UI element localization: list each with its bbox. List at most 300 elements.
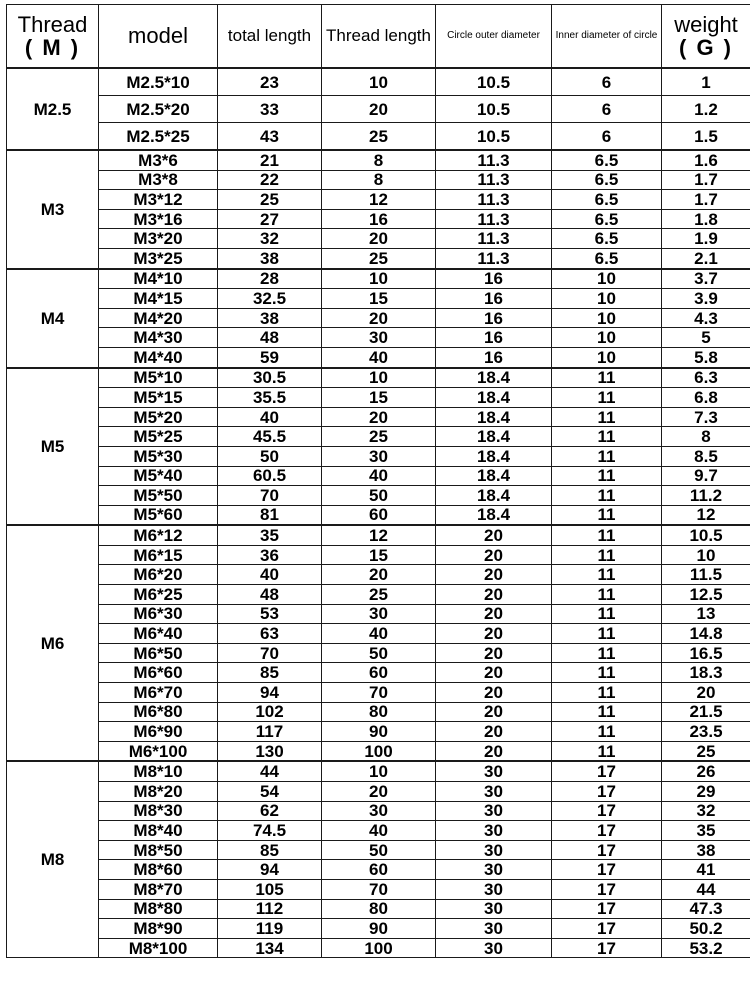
inner-diameter-cell: 11 [552, 643, 662, 663]
header-thread [7, 5, 99, 69]
thread-length-cell: 70 [322, 879, 436, 899]
weight-cell: 38 [662, 840, 750, 860]
outer-diameter-cell: 20 [436, 741, 552, 761]
table-row [7, 761, 750, 781]
total-length-cell: 50 [218, 446, 322, 466]
model-cell: M8*10 [99, 761, 218, 781]
outer-diameter-cell: 20 [436, 585, 552, 605]
total-length-cell: 43 [218, 123, 322, 151]
thread-length-cell: 60 [322, 663, 436, 683]
inner-diameter-cell: 11 [552, 427, 662, 447]
model-cell: M8*40 [99, 821, 218, 841]
thread-length-cell: 20 [322, 782, 436, 802]
inner-diameter-cell: 11 [552, 368, 662, 388]
model-cell: M3*20 [99, 229, 218, 249]
inner-diameter-cell: 11 [552, 741, 662, 761]
model-cell: M8*30 [99, 801, 218, 821]
outer-diameter-cell: 18.4 [436, 407, 552, 427]
inner-diameter-cell: 6.5 [552, 190, 662, 210]
model-cell: M5*50 [99, 486, 218, 506]
total-length-cell: 40 [218, 565, 322, 585]
model-cell: M5*10 [99, 368, 218, 388]
table-row [7, 801, 750, 821]
weight-cell: 1.6 [662, 150, 750, 170]
inner-diameter-cell: 17 [552, 821, 662, 841]
outer-diameter-cell: 20 [436, 643, 552, 663]
weight-cell: 29 [662, 782, 750, 802]
table-row [7, 821, 750, 841]
outer-diameter-cell: 16 [436, 347, 552, 367]
table-row [7, 505, 750, 525]
weight-cell: 6.8 [662, 388, 750, 408]
outer-diameter-cell: 11.3 [436, 190, 552, 210]
total-length-cell: 38 [218, 248, 322, 268]
weight-cell: 10.5 [662, 525, 750, 545]
outer-diameter-cell: 30 [436, 860, 552, 880]
table-row [7, 525, 750, 545]
outer-diameter-cell: 11.3 [436, 229, 552, 249]
table-row [7, 565, 750, 585]
total-length-cell: 105 [218, 879, 322, 899]
header-inner-diameter: Inner diameter of circle [552, 5, 662, 69]
total-length-cell: 85 [218, 840, 322, 860]
outer-diameter-cell: 11.3 [436, 209, 552, 229]
thread-length-cell: 40 [322, 821, 436, 841]
table-row [7, 919, 750, 939]
table-body [7, 68, 750, 958]
weight-cell: 13 [662, 604, 750, 624]
thread-length-cell: 10 [322, 761, 436, 781]
table-row [7, 308, 750, 328]
weight-cell: 1.2 [662, 96, 750, 123]
total-length-cell: 130 [218, 741, 322, 761]
total-length-cell: 70 [218, 486, 322, 506]
model-cell: M5*15 [99, 388, 218, 408]
weight-cell: 53.2 [662, 938, 750, 958]
model-cell: M6*50 [99, 643, 218, 663]
total-length-cell: 40 [218, 407, 322, 427]
outer-diameter-cell: 30 [436, 879, 552, 899]
table-row [7, 604, 750, 624]
thread-length-cell: 30 [322, 604, 436, 624]
weight-cell: 16.5 [662, 643, 750, 663]
table-row [7, 289, 750, 309]
model-cell: M4*30 [99, 328, 218, 348]
outer-diameter-cell: 30 [436, 919, 552, 939]
thread-length-cell: 40 [322, 624, 436, 644]
inner-diameter-cell: 17 [552, 782, 662, 802]
table-row [7, 643, 750, 663]
header-thread-label: Thread [17, 11, 88, 37]
model-cell: M6*25 [99, 585, 218, 605]
outer-diameter-cell: 18.4 [436, 427, 552, 447]
inner-diameter-cell: 17 [552, 840, 662, 860]
header-thread-length: Thread length [322, 5, 436, 69]
total-length-cell: 112 [218, 899, 322, 919]
total-length-cell: 119 [218, 919, 322, 939]
inner-diameter-cell: 11 [552, 624, 662, 644]
outer-diameter-cell: 11.3 [436, 248, 552, 268]
model-cell: M3*8 [99, 170, 218, 190]
total-length-cell: 27 [218, 209, 322, 229]
inner-diameter-cell: 17 [552, 919, 662, 939]
table-row [7, 269, 750, 289]
thread-size-cell: M5 [7, 368, 99, 526]
table-row [7, 683, 750, 703]
thread-length-cell: 15 [322, 545, 436, 565]
inner-diameter-cell: 6.5 [552, 170, 662, 190]
outer-diameter-cell: 20 [436, 702, 552, 722]
weight-cell: 1.9 [662, 229, 750, 249]
outer-diameter-cell: 18.4 [436, 466, 552, 486]
outer-diameter-cell: 30 [436, 899, 552, 919]
model-cell: M6*80 [99, 702, 218, 722]
table-row [7, 150, 750, 170]
total-length-cell: 32 [218, 229, 322, 249]
thread-length-cell: 8 [322, 150, 436, 170]
header-model: model [99, 5, 218, 69]
total-length-cell: 22 [218, 170, 322, 190]
weight-cell: 8 [662, 427, 750, 447]
weight-cell: 35 [662, 821, 750, 841]
weight-cell: 11.5 [662, 565, 750, 585]
model-cell: M8*20 [99, 782, 218, 802]
total-length-cell: 33 [218, 96, 322, 123]
header-weight-label: weight [674, 11, 738, 37]
thread-length-cell: 60 [322, 505, 436, 525]
thread-length-cell: 16 [322, 209, 436, 229]
thread-length-cell: 80 [322, 702, 436, 722]
model-cell: M3*6 [99, 150, 218, 170]
table-row [7, 702, 750, 722]
table-row [7, 782, 750, 802]
table-row [7, 466, 750, 486]
table-row [7, 446, 750, 466]
header-total-length: total length [218, 5, 322, 69]
thread-length-cell: 50 [322, 486, 436, 506]
outer-diameter-cell: 10.5 [436, 96, 552, 123]
model-cell: M3*12 [99, 190, 218, 210]
thread-length-cell: 20 [322, 308, 436, 328]
inner-diameter-cell: 6.5 [552, 248, 662, 268]
inner-diameter-cell: 6 [552, 68, 662, 96]
total-length-cell: 53 [218, 604, 322, 624]
table-row [7, 68, 750, 96]
model-cell: M6*100 [99, 741, 218, 761]
total-length-cell: 38 [218, 308, 322, 328]
total-length-cell: 81 [218, 505, 322, 525]
weight-cell: 2.1 [662, 248, 750, 268]
weight-cell: 21.5 [662, 702, 750, 722]
inner-diameter-cell: 11 [552, 565, 662, 585]
thread-size-cell: M4 [7, 269, 99, 368]
total-length-cell: 70 [218, 643, 322, 663]
outer-diameter-cell: 30 [436, 782, 552, 802]
total-length-cell: 94 [218, 683, 322, 703]
weight-cell: 4.3 [662, 308, 750, 328]
model-cell: M4*15 [99, 289, 218, 309]
outer-diameter-cell: 18.4 [436, 446, 552, 466]
table-row [7, 840, 750, 860]
inner-diameter-cell: 11 [552, 446, 662, 466]
thread-length-cell: 100 [322, 938, 436, 958]
total-length-cell: 63 [218, 624, 322, 644]
weight-cell: 41 [662, 860, 750, 880]
model-cell: M6*15 [99, 545, 218, 565]
thread-length-cell: 25 [322, 427, 436, 447]
header-outer-diameter: Circle outer diameter [436, 5, 552, 69]
outer-diameter-cell: 30 [436, 761, 552, 781]
thread-length-cell: 70 [322, 683, 436, 703]
table-row [7, 722, 750, 742]
total-length-cell: 85 [218, 663, 322, 683]
total-length-cell: 74.5 [218, 821, 322, 841]
thread-length-cell: 50 [322, 643, 436, 663]
model-cell: M6*70 [99, 683, 218, 703]
inner-diameter-cell: 17 [552, 938, 662, 958]
thread-length-cell: 10 [322, 368, 436, 388]
model-cell: M8*90 [99, 919, 218, 939]
outer-diameter-cell: 20 [436, 565, 552, 585]
weight-cell: 1.7 [662, 170, 750, 190]
outer-diameter-cell: 20 [436, 722, 552, 742]
inner-diameter-cell: 6.5 [552, 229, 662, 249]
header-weight-unit: ( G ) [679, 35, 733, 60]
thread-length-cell: 30 [322, 446, 436, 466]
thread-length-cell: 20 [322, 229, 436, 249]
total-length-cell: 134 [218, 938, 322, 958]
thread-length-cell: 40 [322, 347, 436, 367]
total-length-cell: 60.5 [218, 466, 322, 486]
thread-length-cell: 100 [322, 741, 436, 761]
header-thread-unit: ( M ) [24, 35, 81, 60]
weight-cell: 9.7 [662, 466, 750, 486]
table-row [7, 96, 750, 123]
total-length-cell: 35.5 [218, 388, 322, 408]
table-row [7, 585, 750, 605]
outer-diameter-cell: 20 [436, 624, 552, 644]
thread-length-cell: 90 [322, 722, 436, 742]
total-length-cell: 48 [218, 328, 322, 348]
total-length-cell: 23 [218, 68, 322, 96]
table-row [7, 190, 750, 210]
outer-diameter-cell: 30 [436, 821, 552, 841]
total-length-cell: 36 [218, 545, 322, 565]
weight-cell: 44 [662, 879, 750, 899]
model-cell: M8*80 [99, 899, 218, 919]
thread-length-cell: 40 [322, 466, 436, 486]
table-row [7, 388, 750, 408]
table-row [7, 209, 750, 229]
outer-diameter-cell: 18.4 [436, 368, 552, 388]
weight-cell: 20 [662, 683, 750, 703]
table-row [7, 486, 750, 506]
model-cell: M6*20 [99, 565, 218, 585]
model-cell: M4*40 [99, 347, 218, 367]
inner-diameter-cell: 6 [552, 123, 662, 151]
weight-cell: 32 [662, 801, 750, 821]
total-length-cell: 28 [218, 269, 322, 289]
inner-diameter-cell: 11 [552, 545, 662, 565]
inner-diameter-cell: 10 [552, 289, 662, 309]
total-length-cell: 45.5 [218, 427, 322, 447]
outer-diameter-cell: 11.3 [436, 150, 552, 170]
table-row [7, 407, 750, 427]
model-cell: M6*12 [99, 525, 218, 545]
weight-cell: 3.7 [662, 269, 750, 289]
model-cell: M5*20 [99, 407, 218, 427]
weight-cell: 47.3 [662, 899, 750, 919]
weight-cell: 25 [662, 741, 750, 761]
outer-diameter-cell: 20 [436, 525, 552, 545]
model-cell: M8*60 [99, 860, 218, 880]
table-row [7, 899, 750, 919]
outer-diameter-cell: 11.3 [436, 170, 552, 190]
thread-length-cell: 15 [322, 388, 436, 408]
thread-length-cell: 15 [322, 289, 436, 309]
inner-diameter-cell: 6.5 [552, 150, 662, 170]
inner-diameter-cell: 11 [552, 505, 662, 525]
model-cell: M5*40 [99, 466, 218, 486]
table-row [7, 545, 750, 565]
model-cell: M4*20 [99, 308, 218, 328]
table-row [7, 741, 750, 761]
outer-diameter-cell: 16 [436, 308, 552, 328]
total-length-cell: 32.5 [218, 289, 322, 309]
outer-diameter-cell: 16 [436, 328, 552, 348]
inner-diameter-cell: 11 [552, 702, 662, 722]
inner-diameter-cell: 10 [552, 347, 662, 367]
total-length-cell: 25 [218, 190, 322, 210]
weight-cell: 18.3 [662, 663, 750, 683]
outer-diameter-cell: 18.4 [436, 486, 552, 506]
table-row [7, 328, 750, 348]
thread-size-cell: M6 [7, 525, 99, 761]
inner-diameter-cell: 11 [552, 663, 662, 683]
total-length-cell: 94 [218, 860, 322, 880]
total-length-cell: 21 [218, 150, 322, 170]
total-length-cell: 54 [218, 782, 322, 802]
weight-cell: 8.5 [662, 446, 750, 466]
thread-length-cell: 10 [322, 269, 436, 289]
weight-cell: 11.2 [662, 486, 750, 506]
thread-length-cell: 80 [322, 899, 436, 919]
weight-cell: 1 [662, 68, 750, 96]
inner-diameter-cell: 10 [552, 328, 662, 348]
table-row [7, 663, 750, 683]
outer-diameter-cell: 20 [436, 604, 552, 624]
thread-length-cell: 20 [322, 565, 436, 585]
thread-size-cell: M8 [7, 761, 99, 957]
inner-diameter-cell: 17 [552, 899, 662, 919]
inner-diameter-cell: 11 [552, 585, 662, 605]
total-length-cell: 59 [218, 347, 322, 367]
header-weight [662, 5, 750, 69]
inner-diameter-cell: 11 [552, 466, 662, 486]
total-length-cell: 48 [218, 585, 322, 605]
thread-length-cell: 25 [322, 123, 436, 151]
model-cell: M6*90 [99, 722, 218, 742]
thread-size-cell: M3 [7, 150, 99, 269]
model-cell: M8*70 [99, 879, 218, 899]
table-row [7, 427, 750, 447]
model-cell: M4*10 [99, 269, 218, 289]
table-row [7, 123, 750, 151]
thread-length-cell: 12 [322, 190, 436, 210]
inner-diameter-cell: 17 [552, 879, 662, 899]
outer-diameter-cell: 30 [436, 840, 552, 860]
thread-length-cell: 8 [322, 170, 436, 190]
model-cell: M2.5*25 [99, 123, 218, 151]
model-cell: M2.5*20 [99, 96, 218, 123]
model-cell: M8*50 [99, 840, 218, 860]
total-length-cell: 117 [218, 722, 322, 742]
table-header [7, 5, 750, 69]
thread-size-cell: M2.5 [7, 68, 99, 150]
model-cell: M6*40 [99, 624, 218, 644]
outer-diameter-cell: 10.5 [436, 123, 552, 151]
table-row [7, 347, 750, 367]
thread-length-cell: 90 [322, 919, 436, 939]
header-row [7, 5, 750, 69]
thread-length-cell: 30 [322, 328, 436, 348]
table-row [7, 860, 750, 880]
inner-diameter-cell: 11 [552, 407, 662, 427]
model-cell: M5*25 [99, 427, 218, 447]
weight-cell: 5 [662, 328, 750, 348]
inner-diameter-cell: 11 [552, 683, 662, 703]
weight-cell: 12.5 [662, 585, 750, 605]
thread-length-cell: 25 [322, 585, 436, 605]
total-length-cell: 44 [218, 761, 322, 781]
thread-length-cell: 20 [322, 407, 436, 427]
outer-diameter-cell: 16 [436, 269, 552, 289]
table-row [7, 170, 750, 190]
outer-diameter-cell: 10.5 [436, 68, 552, 96]
inner-diameter-cell: 10 [552, 308, 662, 328]
table-row [7, 879, 750, 899]
weight-cell: 7.3 [662, 407, 750, 427]
weight-cell: 14.8 [662, 624, 750, 644]
inner-diameter-cell: 11 [552, 722, 662, 742]
total-length-cell: 102 [218, 702, 322, 722]
thread-length-cell: 60 [322, 860, 436, 880]
inner-diameter-cell: 11 [552, 525, 662, 545]
outer-diameter-cell: 30 [436, 801, 552, 821]
thread-length-cell: 50 [322, 840, 436, 860]
model-cell: M2.5*10 [99, 68, 218, 96]
weight-cell: 1.7 [662, 190, 750, 210]
model-cell: M5*60 [99, 505, 218, 525]
table-row [7, 368, 750, 388]
inner-diameter-cell: 11 [552, 604, 662, 624]
weight-cell: 5.8 [662, 347, 750, 367]
weight-cell: 10 [662, 545, 750, 565]
outer-diameter-cell: 18.4 [436, 505, 552, 525]
thread-length-cell: 25 [322, 248, 436, 268]
model-cell: M5*30 [99, 446, 218, 466]
outer-diameter-cell: 18.4 [436, 388, 552, 408]
weight-cell: 6.3 [662, 368, 750, 388]
inner-diameter-cell: 17 [552, 761, 662, 781]
inner-diameter-cell: 6 [552, 96, 662, 123]
weight-cell: 1.8 [662, 209, 750, 229]
model-cell: M8*100 [99, 938, 218, 958]
outer-diameter-cell: 20 [436, 683, 552, 703]
model-cell: M3*16 [99, 209, 218, 229]
table-row [7, 229, 750, 249]
thread-length-cell: 20 [322, 96, 436, 123]
